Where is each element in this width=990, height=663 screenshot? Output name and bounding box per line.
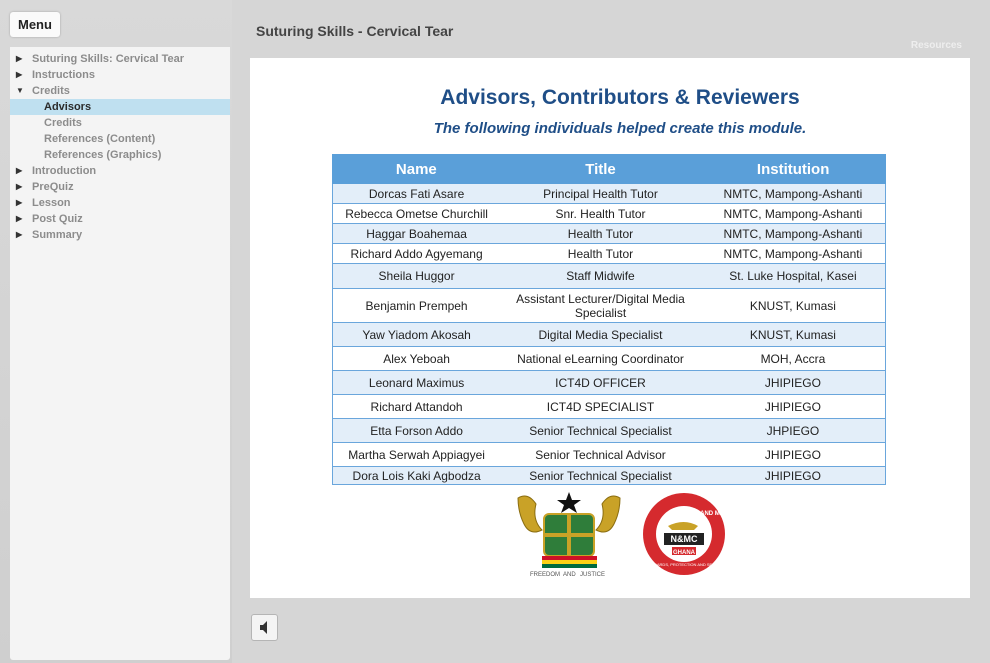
- menu-item-label: Instructions: [32, 69, 95, 81]
- cell-title: Staff Midwife: [500, 264, 701, 289]
- expand-arrow-icon[interactable]: ▶: [16, 230, 23, 239]
- cell-title: Senior Technical Specialist: [500, 419, 701, 443]
- menu-item-summary[interactable]: [10, 227, 230, 243]
- cell-institution: St. Luke Hospital, Kasei: [701, 264, 886, 289]
- cell-institution: JHIPIEGO: [701, 467, 886, 485]
- table-row: [333, 395, 886, 419]
- menu-item-advisors[interactable]: [10, 99, 230, 115]
- menu-item-label: Advisors: [44, 101, 92, 113]
- expand-arrow-icon[interactable]: ▶: [16, 182, 23, 191]
- menu-tree: [10, 47, 230, 243]
- cell-institution: NMTC, Mampong-Ashanti: [701, 244, 886, 264]
- cell-title: Assistant Lecturer/Digital Media Specialist: [500, 289, 701, 323]
- cell-institution: JHIPIEGO: [701, 371, 886, 395]
- cell-title: Principal Health Tutor: [500, 184, 701, 204]
- ghana-coat-of-arms-logo: [518, 492, 620, 578]
- cell-name: Alex Yeboah: [333, 347, 501, 371]
- cell-name: Richard Attandoh: [333, 395, 501, 419]
- table-row: [333, 184, 886, 204]
- collapse-arrow-icon[interactable]: ▼: [16, 86, 24, 95]
- table-row: [333, 244, 886, 264]
- expand-arrow-icon[interactable]: ▶: [16, 166, 23, 175]
- menu-tab[interactable]: Menu: [10, 12, 60, 37]
- cell-title: ICT4D SPECIALIST: [500, 395, 701, 419]
- table-row: [333, 419, 886, 443]
- cell-name: Leonard Maximus: [333, 371, 501, 395]
- nursing-midwifery-council-seal-logo: [643, 493, 778, 575]
- cell-title: Snr. Health Tutor: [500, 204, 701, 224]
- table-row: [333, 204, 886, 224]
- menu-item-label: Introduction: [32, 165, 97, 177]
- cell-title: Digital Media Specialist: [500, 323, 701, 347]
- seal-text-ghana: GHANA: [673, 550, 695, 556]
- cell-institution: JHIPIEGO: [701, 443, 886, 467]
- menu-item-suturing-skills[interactable]: [10, 51, 230, 67]
- menu-item-label: References (Content): [44, 133, 156, 145]
- course-title: Suturing Skills - Cervical Tear: [256, 23, 454, 39]
- menu-item-prequiz[interactable]: [10, 179, 230, 195]
- cell-title: National eLearning Coordinator: [500, 347, 701, 371]
- menu-item-label: Suturing Skills: Cervical Tear: [32, 53, 185, 65]
- expand-arrow-icon[interactable]: ▶: [16, 54, 23, 63]
- menu-item-label: PreQuiz: [32, 181, 74, 193]
- menu-item-instructions[interactable]: [10, 67, 230, 83]
- menu-item-label: Lesson: [32, 197, 71, 209]
- cell-institution: KNUST, Kumasi: [701, 323, 886, 347]
- cell-institution: NMTC, Mampong-Ashanti: [701, 184, 886, 204]
- table-row: [333, 264, 886, 289]
- slide-title: Advisors, Contributors & Reviewers: [440, 86, 800, 109]
- motto-freedom: FREEDOM: [530, 572, 560, 578]
- cell-title: Health Tutor: [500, 224, 701, 244]
- menu-item-references-content[interactable]: [10, 131, 230, 147]
- table-row: [333, 224, 886, 244]
- cell-title: ICT4D OFFICER: [500, 371, 701, 395]
- speaker-icon: [252, 615, 277, 640]
- table-row: [333, 371, 886, 395]
- table-row: [333, 289, 886, 323]
- menu-item-label: References (Graphics): [44, 149, 162, 161]
- slide-content: [250, 58, 970, 598]
- logos: [516, 490, 778, 580]
- menu-item-introduction[interactable]: [10, 163, 230, 179]
- cell-name: Haggar Boahemaa: [333, 224, 501, 244]
- motto-justice: JUSTICE: [580, 572, 606, 578]
- cell-institution: JHPIEGO: [701, 419, 886, 443]
- seal-text-council: NURSING AND MIDWIFERY COUNCIL: [671, 511, 778, 517]
- cell-name: Sheila Huggor: [333, 264, 501, 289]
- menu-item-lesson[interactable]: [10, 195, 230, 211]
- cell-name: Yaw Yiadom Akosah: [333, 323, 501, 347]
- cell-institution: JHIPIEGO: [701, 395, 886, 419]
- cell-name: Dorcas Fati Asare: [333, 184, 501, 204]
- cell-name: Rebecca Ometse Churchill: [333, 204, 501, 224]
- credits-table: [332, 154, 886, 485]
- slide-subtitle: The following individuals helped create this module.: [433, 120, 807, 137]
- menu-item-credits-sub[interactable]: [10, 115, 230, 131]
- resources-link[interactable]: Resources: [910, 40, 962, 51]
- sidebar: [0, 0, 232, 663]
- cell-title: Health Tutor: [500, 244, 701, 264]
- column-header-institution: Institution: [701, 155, 886, 184]
- seal-text-nmc: N&MC: [670, 534, 698, 544]
- table-row: [333, 467, 886, 485]
- cell-name: Etta Forson Addo: [333, 419, 501, 443]
- cell-name: Martha Serwah Appiagyei: [333, 443, 501, 467]
- menu-item-label: Summary: [32, 229, 83, 241]
- seal-text-standards: STANDARDS, PROTECTION AND SERVICE: [643, 562, 725, 567]
- table-row: [333, 347, 886, 371]
- cell-title: Senior Technical Advisor: [500, 443, 701, 467]
- cell-institution: MOH, Accra: [701, 347, 886, 371]
- cell-name: Dora Lois Kaki Agbodza: [333, 467, 501, 485]
- cell-institution: NMTC, Mampong-Ashanti: [701, 224, 886, 244]
- audio-toggle-button[interactable]: [251, 614, 278, 641]
- expand-arrow-icon[interactable]: ▶: [16, 214, 23, 223]
- cell-institution: KNUST, Kumasi: [701, 289, 886, 323]
- table-row: [333, 443, 886, 467]
- menu-item-label: Post Quiz: [32, 213, 83, 225]
- cell-title: Senior Technical Specialist: [500, 467, 701, 485]
- cell-name: Benjamin Prempeh: [333, 289, 501, 323]
- column-header-title: Title: [500, 155, 701, 184]
- menu-item-label: Credits: [44, 117, 82, 129]
- table-header-row: [333, 155, 886, 184]
- cell-institution: NMTC, Mampong-Ashanti: [701, 204, 886, 224]
- expand-arrow-icon[interactable]: ▶: [16, 198, 23, 207]
- column-header-name: Name: [333, 155, 501, 184]
- motto-and: AND: [563, 572, 576, 578]
- menu-panel: [10, 47, 230, 660]
- menu-item-post-quiz[interactable]: [10, 211, 230, 227]
- cell-name: Richard Addo Agyemang: [333, 244, 501, 264]
- table-row: [333, 323, 886, 347]
- expand-arrow-icon[interactable]: ▶: [16, 70, 23, 79]
- menu-item-label: Credits: [32, 85, 70, 97]
- menu-item-credits[interactable]: [10, 83, 230, 99]
- menu-item-references-graphics[interactable]: [10, 147, 230, 163]
